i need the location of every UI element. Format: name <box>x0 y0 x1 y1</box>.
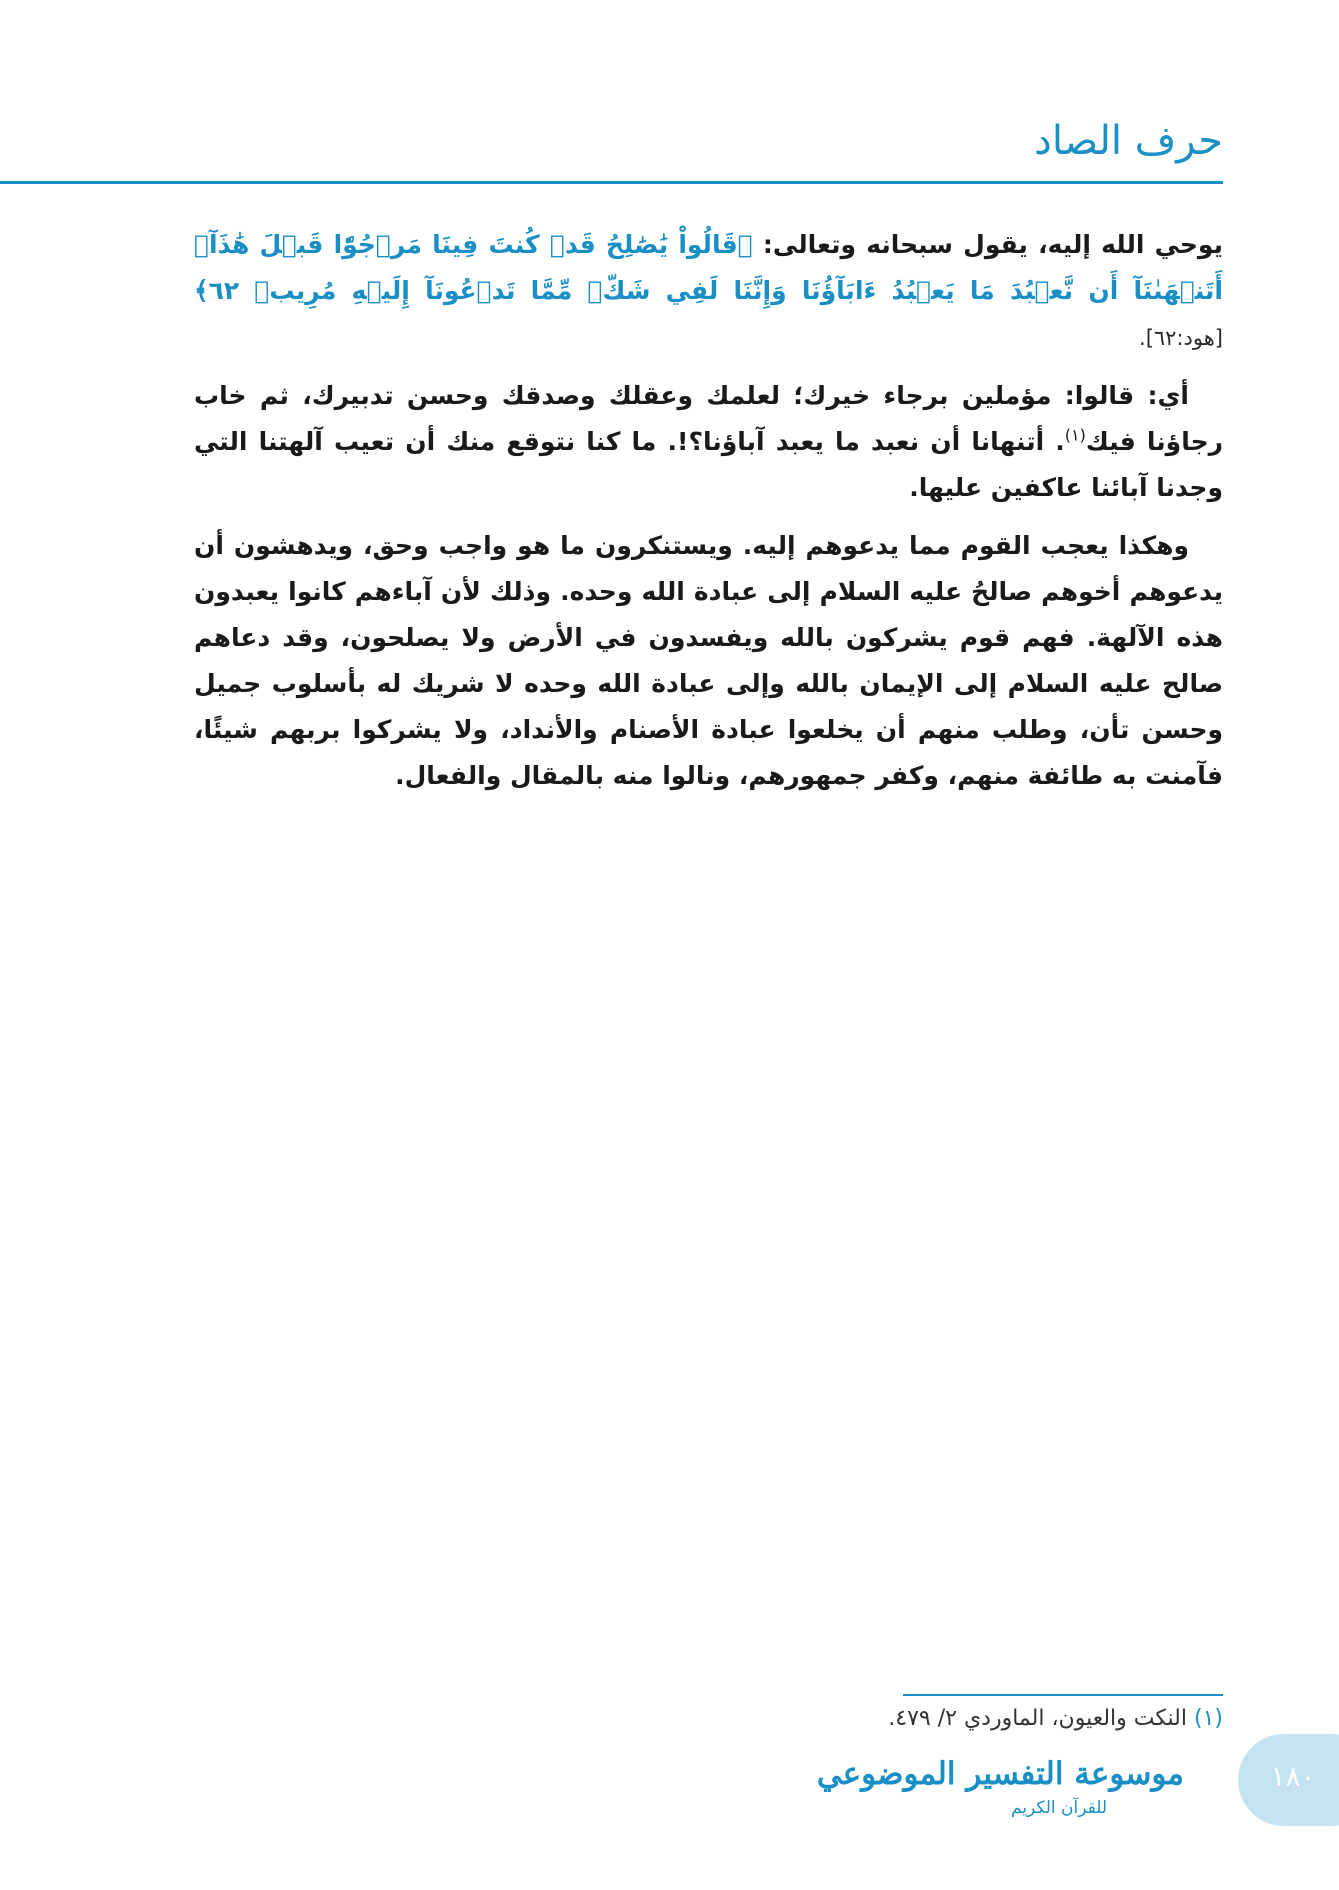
section-title: حرف الصاد <box>1034 118 1223 164</box>
encyclopedia-logo <box>816 1752 1184 1842</box>
footnote-reference[interactable]: (١) <box>1064 425 1086 445</box>
paragraph-commentary <box>194 523 1223 799</box>
quran-bracket-open: ﴿ <box>737 230 753 259</box>
footnote-text: النكت والعيون، الماوردي ٢/ ٤٧٩. <box>888 1706 1187 1731</box>
quran-bracket-close: ﴾ <box>194 276 209 305</box>
footnote-number: (١) <box>1193 1706 1223 1731</box>
page-number: ١٨٠ <box>1270 1760 1316 1793</box>
main-content <box>194 222 1223 811</box>
footnote <box>888 1706 1223 1731</box>
verse-intro: يوحي الله إليه، يقول سبحانه وتعالى: <box>762 230 1223 259</box>
footnote-divider <box>903 1694 1223 1696</box>
commentary-text: وهكذا يعجب القوم مما يدعوهم إليه. ويستنكرون ما هو واجب وحق، ويدهشون أن يدعوهم أخوهم صالحُ عليه السلام إلى عبادة الله وحده. وذلك لأن آباءهم كانوا يعبدون هذه الآلهة. فهم قوم يشركون بالله ويفسدون في الأرض ولا يصلحون، وقد دعاهم صالح عليه السلام إلى الإيمان بالله وإلى عبادة الله وحده لا شريك له بأسلوب جميل وحسن تأن، وطلب منهم أن يخلعوا عبادة الأصنام والأنداد، ولا يشركوا بربهم شيئًا، فآمنت به طائفة منهم، وكفر جمهورهم، ونالوا منه بالمقال والفعال. <box>194 531 1223 790</box>
header-divider <box>0 181 1223 184</box>
paragraph-explanation <box>194 373 1223 511</box>
explanation-part1: أي: قالوا: مؤملين برجاء خيرك؛ لعلمك وعقلك وصدقك وحسن تدبيرك، ثم خاب رجاؤنا فيك <box>194 381 1223 456</box>
quran-verse: قَالُواْ يَٰصَٰلِحُ قَدۡ كُنتَ فِينَا مَرۡجُوّٗا قَبۡلَ هَٰذَآۖ أَتَنۡهَىٰنَآ أَن نَّعۡبُدَ مَا يَعۡبُدُ ءَابَآؤُنَا وَإِنَّنَا لَفِي شَكّٖ مِّمَّا تَدۡعُونَآ إِلَيۡهِ مُرِيبٖ ٦٢ <box>194 230 1223 305</box>
explanation-part2: . أتنهانا أن نعبد ما يعبد آباؤنا؟!. ما كنا نتوقع منك أن تعيب آلهتنا التي وجدنا آبائنا عاكفين عليها. <box>194 427 1223 502</box>
logo-subtitle: للقرآن الكريم <box>1010 1798 1108 1818</box>
paragraph-verse <box>194 222 1223 361</box>
verse-reference: [هود:٦٢]. <box>1139 326 1223 350</box>
logo-title: موسوعة التفسير الموضوعي <box>816 1756 1184 1792</box>
